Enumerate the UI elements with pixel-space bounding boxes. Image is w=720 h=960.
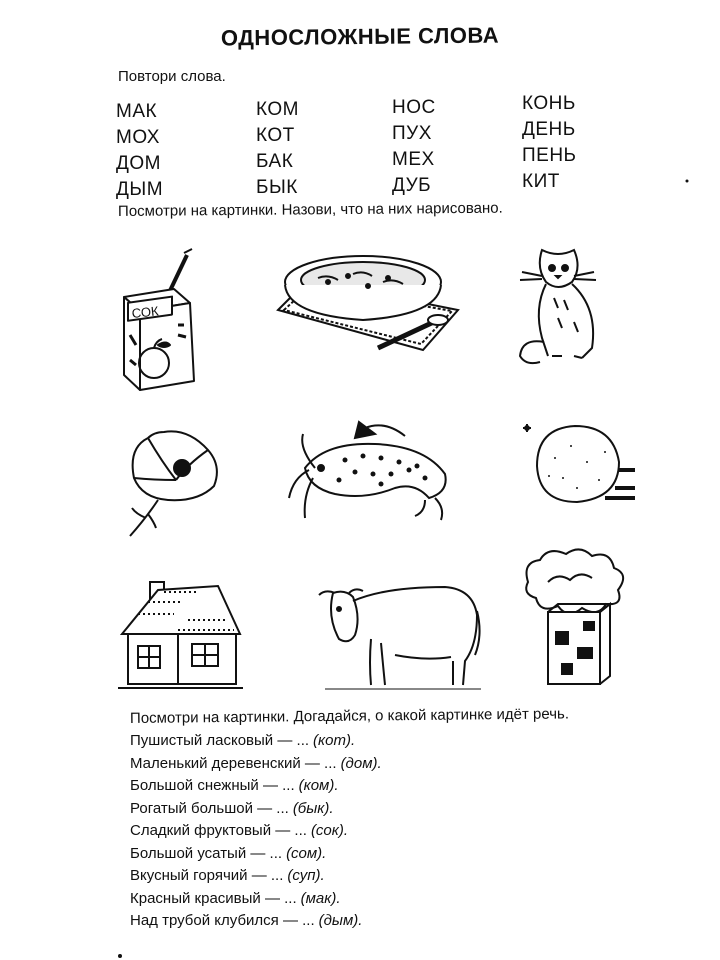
soup-bowl-icon	[268, 240, 468, 370]
house-picture	[118, 572, 243, 692]
word: КОМ	[256, 99, 299, 120]
word: МОХ	[116, 127, 160, 148]
word: ПУХ	[392, 123, 432, 144]
soup-bowl-picture	[268, 240, 468, 370]
snowball-icon	[515, 418, 640, 508]
word: МЕХ	[392, 149, 435, 170]
riddle-section	[129, 705, 670, 933]
riddle-clue: Красный красивый — ...	[130, 889, 297, 907]
cat-picture	[512, 238, 622, 368]
word: НОС	[392, 97, 436, 118]
poppy-flower-icon	[118, 418, 228, 543]
riddle-clue: Над трубой клубился — ...	[130, 912, 315, 929]
juice-box-icon	[112, 245, 212, 395]
riddle-clue: Пушистый ласковый — ...	[130, 732, 310, 749]
riddle-line	[130, 888, 670, 911]
riddle-answer: (мак).	[300, 889, 341, 907]
word: МАК	[116, 101, 158, 122]
riddle-answer: (бык).	[292, 799, 334, 817]
word-column-3	[392, 95, 436, 199]
riddle-instructions: Посмотри на картинки. Догадайся, о какой картинке идёт речь.	[129, 705, 570, 727]
word: БАК	[256, 151, 294, 172]
word-column-2	[256, 97, 299, 201]
riddle-line	[130, 775, 670, 798]
riddle-line	[130, 753, 670, 776]
word: ДЫМ	[116, 179, 164, 200]
riddle-answer: (сом).	[286, 844, 327, 862]
word-column-4	[522, 91, 577, 195]
juice-box-picture	[112, 245, 212, 395]
poppy-picture	[118, 418, 228, 543]
riddle-answer: (сок).	[310, 822, 349, 839]
bull-icon	[305, 565, 485, 695]
riddle-answer: (ком).	[298, 777, 339, 794]
riddle-line	[130, 910, 670, 933]
word: ДЕНЬ	[522, 119, 576, 140]
word-grid	[116, 95, 596, 200]
riddle-answer: (кот).	[313, 732, 356, 749]
riddle-clue: Маленький деревенский — ...	[130, 754, 337, 772]
word: ПЕНЬ	[522, 145, 577, 166]
word-column-1	[116, 99, 163, 203]
bull-picture	[305, 565, 485, 695]
catfish-picture	[285, 408, 465, 533]
riddle-clue: Вкусный горячий — ...	[130, 867, 284, 884]
word: БЫК	[256, 177, 298, 198]
page-mark	[116, 952, 124, 960]
cat-icon	[512, 238, 622, 368]
riddle-answer: (дом).	[340, 754, 382, 772]
word: ДУБ	[392, 175, 432, 196]
word: КОНЬ	[522, 93, 576, 114]
instruction-name-pictures: Посмотри на картинки. Назови, что на них нарисовано.	[117, 199, 503, 220]
riddle-line	[130, 820, 670, 843]
juice-label: СОК	[131, 303, 160, 322]
page-title: ОДНОСЛОЖНЫЕ СЛОВА	[220, 22, 500, 51]
riddle-line	[130, 843, 670, 866]
snowball-picture	[515, 418, 640, 508]
instruction-repeat-words: Повтори слова.	[118, 68, 226, 85]
riddle-answer: (дым).	[318, 912, 363, 929]
riddle-clue: Рогатый большой — ...	[130, 799, 289, 817]
riddle-clue: Большой усатый — ...	[130, 844, 283, 862]
riddle-clue: Большой снежный — ...	[130, 777, 295, 794]
word: ДОМ	[116, 153, 161, 174]
chimney-smoke-picture	[518, 542, 638, 692]
word: КИТ	[522, 171, 560, 192]
riddle-line	[130, 865, 670, 888]
catfish-icon	[285, 408, 465, 533]
word: КОТ	[256, 125, 295, 146]
riddle-clue: Сладкий фруктовый — ...	[130, 822, 307, 839]
house-icon	[118, 572, 243, 692]
riddle-answer: (суп).	[287, 867, 325, 884]
chimney-smoke-icon	[518, 542, 638, 692]
riddle-line	[130, 730, 670, 753]
margin-mark	[684, 178, 690, 184]
riddle-line	[130, 798, 670, 821]
